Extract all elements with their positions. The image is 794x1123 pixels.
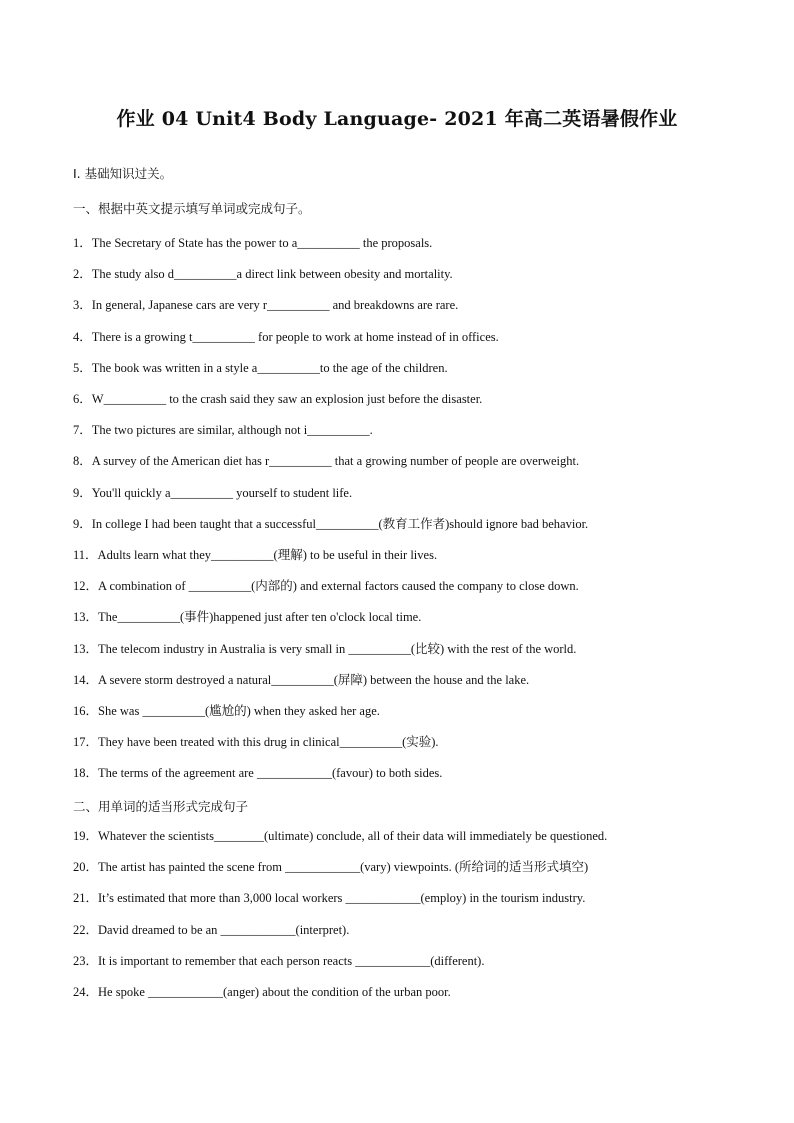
exercise-item [73, 360, 448, 376]
exercise-number: 7． [73, 423, 92, 438]
exercise-item [73, 578, 579, 594]
page-title: 作业 04 Unit4 Body Language- 2021 年高二英语暑假作业 [116, 108, 678, 130]
exercise-item [73, 672, 529, 688]
exercise-number: 9． [73, 516, 92, 531]
exercise-sentence: The book was written in a style a__________to the age of the children. [91, 360, 448, 375]
exercise-item [73, 703, 380, 719]
section-heading-basic: I. 基础知识过关。 [73, 166, 173, 181]
exercise-number: 1． [73, 236, 92, 250]
exercise-item [73, 922, 349, 938]
exercise-item [73, 516, 588, 532]
exercise-item [73, 984, 451, 1000]
exercise-number: 19． [73, 829, 99, 843]
exercise-sentence: The study also d__________a direct link between obesity and mortality. [91, 267, 453, 282]
exercise-item [73, 297, 458, 313]
exercise-number: 20． [73, 860, 99, 875]
exercise-sentence: W__________ to the crash said they saw an explosion just before the disaster. [91, 392, 483, 406]
section-heading-two: 二、用单词的适当形式完成句子 [73, 799, 249, 814]
exercise-sentence: In general, Japanese cars are very r__________ and breakdowns are rare. [91, 298, 459, 313]
exercise-item [73, 266, 453, 282]
exercise-number: 23． [73, 953, 99, 968]
exercise-item [73, 890, 585, 906]
exercise-sentence: The__________(事件)happened just after ten o'clock local time. [98, 610, 422, 625]
exercise-sentence: You'll quickly a__________ yourself to student life. [91, 485, 353, 500]
exercise-item [73, 641, 576, 657]
exercise-sentence: The two pictures are similar, although not i__________. [91, 423, 373, 438]
exercise-number: 2． [73, 267, 92, 282]
exercise-number: 6． [73, 392, 92, 406]
exercise-number: 16． [73, 704, 99, 718]
exercise-number: 14． [73, 672, 99, 687]
exercise-number: 11． [73, 548, 98, 562]
exercise-item [73, 453, 579, 469]
exercise-item [73, 329, 499, 345]
exercise-item [73, 859, 588, 875]
exercise-number: 22． [73, 922, 99, 937]
exercise-number: 13． [73, 641, 99, 656]
exercise-sentence: She was __________(尴尬的) when they asked her age. [98, 704, 380, 718]
exercise-item [73, 485, 352, 501]
exercise-sentence: Whatever the scientists________(ultimate) conclude, all of their data will immediately be questioned. [98, 829, 608, 843]
exercise-sentence: A severe storm destroyed a natural__________(屏障) between the house and the lake. [98, 672, 530, 687]
exercise-sentence: The artist has painted the scene from ____________(vary) viewpoints. (所给词的适当形式填空) [98, 860, 589, 875]
section-heading-one: 一、根据中英文提示填写单词或完成句子。 [73, 201, 311, 216]
exercise-sentence: A survey of the American diet has r__________ that a growing number of people are overweight. [91, 454, 580, 469]
exercise-number: 13． [73, 610, 99, 625]
exercise-sentence: The terms of the agreement are ____________(favour) to both sides. [98, 766, 443, 781]
exercise-item [73, 609, 421, 625]
exercise-number: 24． [73, 985, 99, 999]
exercise-item [73, 391, 482, 407]
exercise-item [73, 547, 437, 563]
exercise-sentence: A combination of __________(内部的) and external factors caused the company to close down. [98, 579, 579, 594]
exercise-item [73, 422, 373, 438]
exercise-sentence: The Secretary of State has the power to a__________ the proposals. [91, 236, 433, 250]
exercise-sentence: It is important to remember that each person reacts ____________(different). [98, 953, 485, 968]
exercise-number: 8． [73, 454, 92, 469]
exercise-number: 5． [73, 360, 92, 375]
exercise-number: 3． [73, 298, 92, 313]
exercise-sentence: He spoke ____________(anger) about the condition of the urban poor. [98, 985, 451, 999]
exercise-sentence: The telecom industry in Australia is very small in __________(比较) with the rest of the world. [98, 641, 577, 656]
exercise-sentence: There is a growing t__________ for people to work at home instead of in offices. [91, 329, 499, 344]
exercise-number: 9． [73, 485, 92, 500]
exercise-item [73, 953, 484, 969]
exercise-sentence: David dreamed to be an ____________(interpret). [98, 922, 350, 937]
exercise-sentence: In college I had been taught that a successful__________(教育工作者)should ignore bad behavior. [91, 516, 589, 531]
exercise-sentence: Adults learn what they__________(理解) to be useful in their lives. [97, 548, 438, 562]
exercise-sentence: They have been treated with this drug in clinical__________(实验). [98, 735, 439, 750]
exercise-sentence: It’s estimated that more than 3,000 local workers ____________(employ) in the tourism industry. [98, 891, 586, 906]
exercise-number: 4． [73, 329, 92, 344]
exercise-item [73, 828, 607, 844]
exercise-number: 18． [73, 766, 99, 781]
exercise-number: 12． [73, 579, 99, 594]
exercise-item [73, 765, 442, 781]
exercise-item [73, 235, 432, 251]
exercise-item [73, 734, 439, 750]
exercise-number: 21． [73, 891, 99, 906]
exercise-number: 17． [73, 735, 99, 750]
